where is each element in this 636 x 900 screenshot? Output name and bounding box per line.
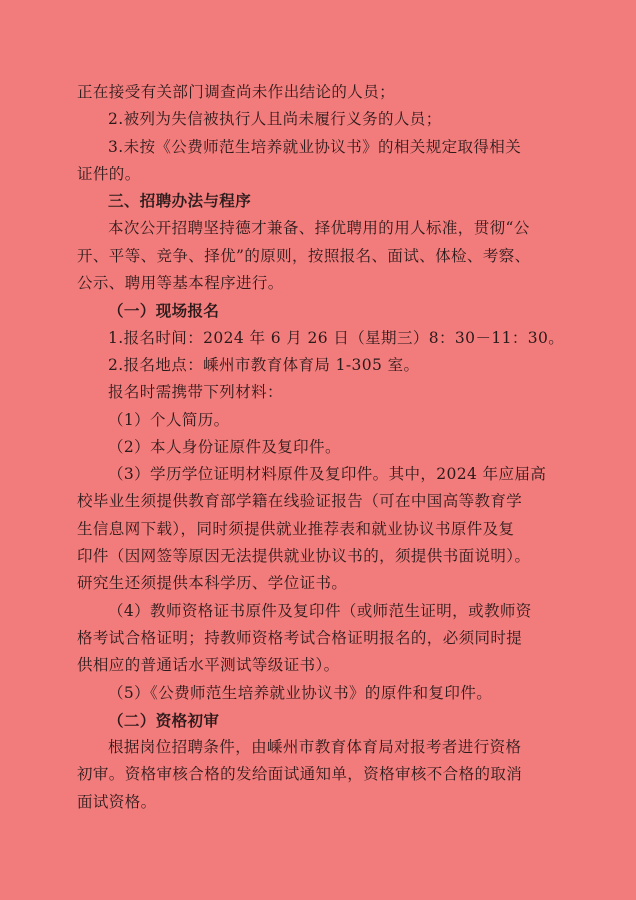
list-item: （5）《公费师范生培养就业协议书》的原件和复印件。 [108, 683, 493, 702]
paragraph-line: 开、平等、竞争、择优”的原则，按照报名、面试、体检、考察、 [77, 246, 531, 265]
list-item: 3.未按《公费师范生培养就业协议书》的相关规定取得相关 [108, 137, 522, 156]
list-item: （1）个人简历。 [108, 410, 230, 429]
paragraph-line: 校毕业生须提供教育部学籍在线验证报告（可在中国高等教育学 [77, 492, 523, 511]
paragraph-line: 本次公开招聘坚持德才兼备、择优聘用的用人标准，贯彻“公 [108, 219, 530, 238]
paragraph-line: 格考试合格证明；持教师资格考试合格证明报名的，必须同时提 [77, 628, 523, 647]
paragraph-line: 面试资格。 [77, 792, 157, 811]
paragraph-line: 研究生还须提供本科学历、学位证书。 [77, 574, 348, 593]
subsection-heading: （一）现场报名 [108, 301, 220, 321]
paragraph-line: 印件（因网签等原因无法提供就业协议书的，须提供书面说明）。 [77, 547, 531, 566]
section-heading: 三、招聘办法与程序 [108, 192, 252, 211]
list-item: （4）教师资格证书原件及复印件（或师范生证明，或教师资 [108, 601, 532, 620]
paragraph-line: 公示、聘用等基本程序进行。 [77, 274, 284, 293]
list-item: （3）学历学位证明材料原件及复印件。其中，2024 年应届高 [108, 465, 547, 484]
list-item: 2.被列为失信被执行人且尚未履行义务的人员； [108, 110, 442, 129]
paragraph-line: 生信息网下载），同时须提供就业推荐表和就业协议书原件及复 [77, 519, 515, 538]
paragraph-line: 初审。资格审核合格的发给面试通知单，资格审核不合格的取消 [77, 765, 523, 784]
list-item: 1.报名时间：2024 年 6 月 26 日（星期三）8：30－11：30。 [108, 328, 565, 347]
paragraph-line: 报名时需携带下列材料： [108, 383, 283, 402]
paragraph-line: 根据岗位招聘条件，由嵊州市教育体育局对报考者进行资格 [108, 738, 522, 757]
paragraph-line: 供相应的普通话水平测试等级证书）。 [77, 656, 340, 675]
subsection-heading: （二）资格初审 [108, 710, 220, 730]
list-item: 2.报名地点：嵊州市教育体育局 1-305 室。 [108, 355, 420, 374]
body-line: 证件的。 [77, 164, 141, 183]
body-line: 正在接受有关部门调查尚未作出结论的人员； [77, 83, 396, 101]
list-item: （2）本人身份证原件及复印件。 [108, 437, 341, 456]
